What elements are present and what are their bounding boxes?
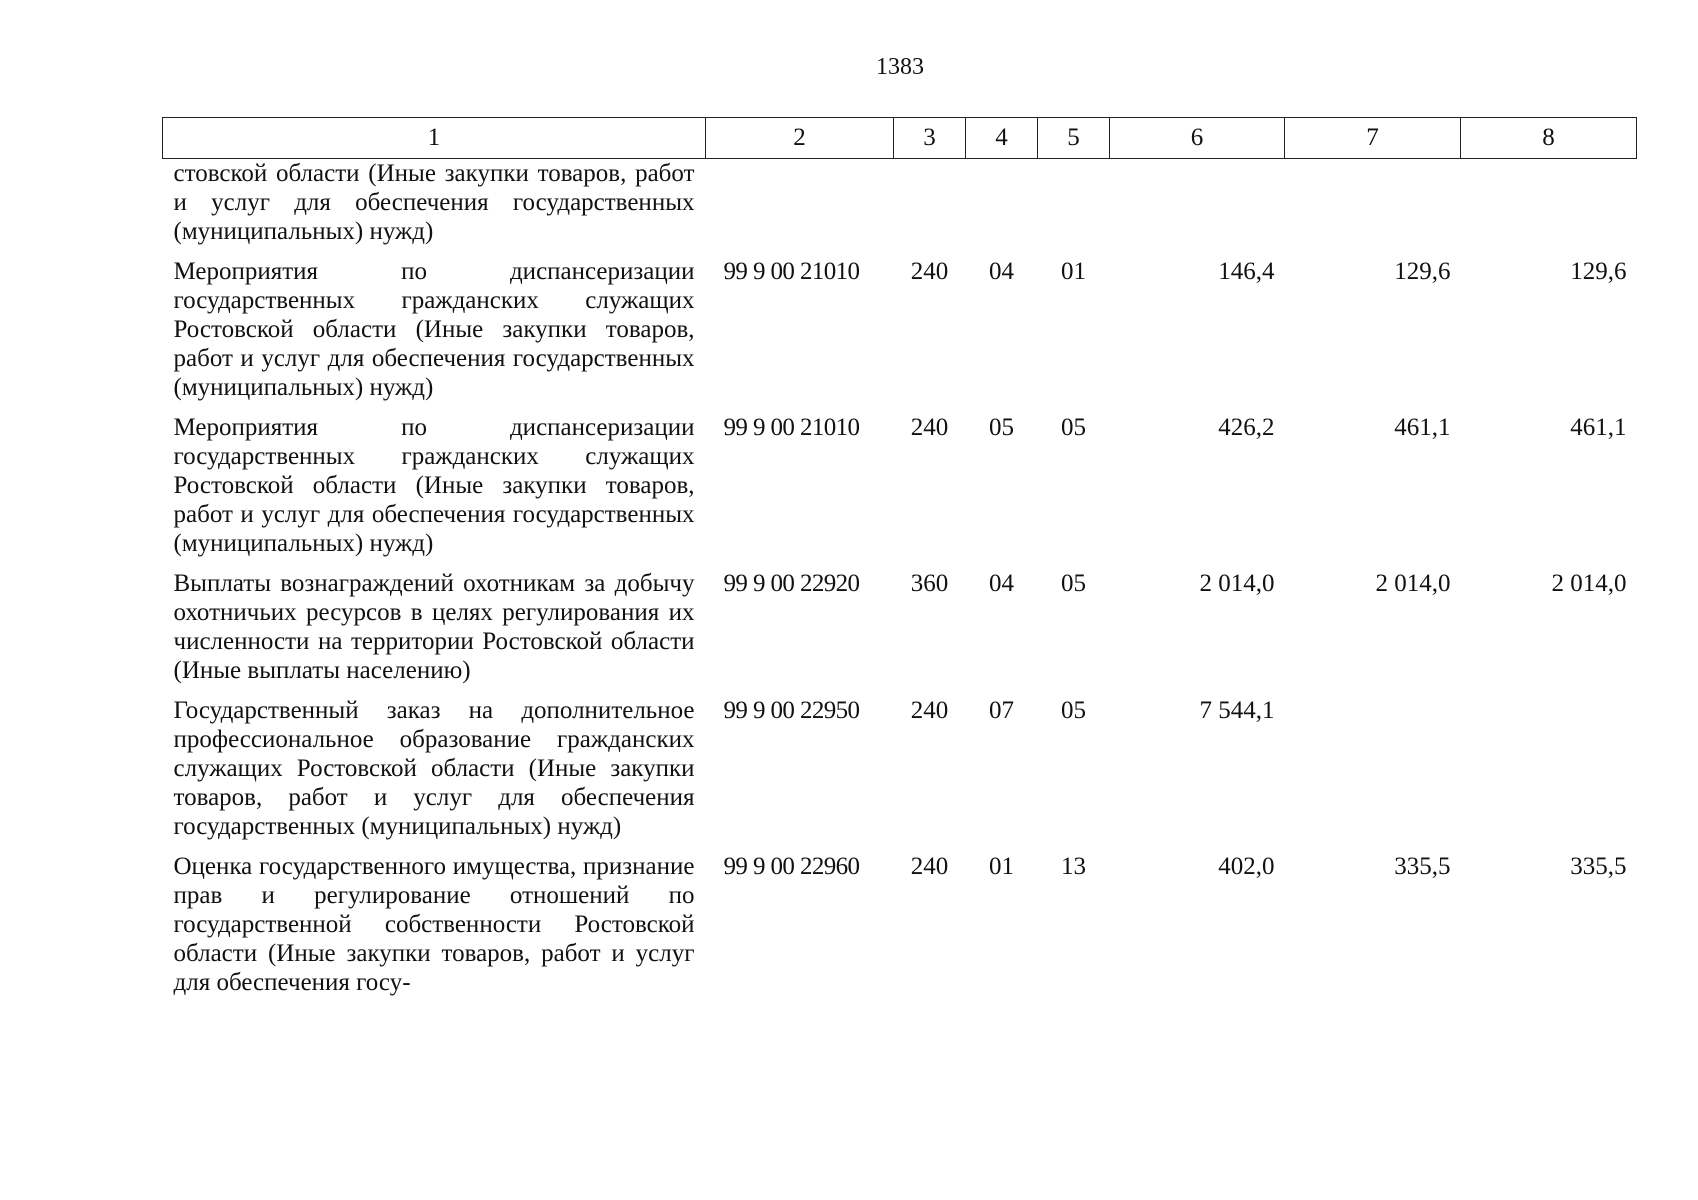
row-col-4: 04	[989, 258, 1014, 285]
row-col-3	[894, 159, 966, 258]
row-col-8: 461,1	[1570, 414, 1627, 441]
row-col-6: 426,2	[1218, 414, 1275, 441]
row-col-8	[1461, 159, 1637, 258]
budget-table	[162, 117, 1637, 1008]
row-col-7	[1285, 159, 1461, 258]
row-description: Оценка государственного имущества, признание прав и регулирование отношений по государственной собственности Ростовской области (Иные закупки товаров, работ и услуг для обеспечения госу-	[173, 853, 695, 996]
row-description: Выплаты вознаграждений охотникам за добычу охотничьих ресурсов в целях регулирования их численности на территории Ростовской области (Иные выплаты населению)	[173, 570, 695, 684]
row-description: стовской области (Иные закупки товаров, работ и услуг для обеспечения государственных (муниципальных) нужд)	[173, 160, 695, 245]
table-row	[163, 696, 1637, 852]
row-col-3: 240	[910, 414, 949, 441]
row-col-4: 05	[989, 414, 1014, 441]
row-code: 99 9 00 22950	[723, 697, 860, 724]
row-col-3: 240	[910, 853, 949, 880]
table-row	[163, 569, 1637, 696]
row-code: 99 9 00 22960	[723, 853, 860, 880]
page-number: 1383	[876, 54, 924, 80]
table-row	[163, 257, 1637, 413]
row-col-6: 7 544,1	[1199, 697, 1275, 724]
table-row	[163, 159, 1637, 258]
row-col-4: 07	[989, 697, 1014, 724]
row-col-7: 2 014,0	[1375, 570, 1451, 597]
row-col-7: 335,5	[1394, 853, 1451, 880]
row-col-3: 240	[910, 258, 949, 285]
row-col-5: 05	[1061, 414, 1086, 441]
row-description: Государственный заказ на дополнительное профессиональное образование гражданских служащих Ростовской области (Иные закупки товаров, работ и услуг для обеспечения государственных (муниципальных) нужд)	[173, 697, 695, 840]
row-code: 99 9 00 21010	[723, 414, 860, 441]
header-col-1: 1	[163, 118, 706, 159]
row-col-4: 04	[989, 570, 1014, 597]
row-col-8: 2 014,0	[1551, 570, 1627, 597]
row-code: 99 9 00 22920	[723, 570, 860, 597]
row-col-6: 146,4	[1218, 258, 1275, 285]
row-col-4: 01	[989, 853, 1014, 880]
table-body	[163, 159, 1637, 1009]
row-description: Мероприятия по диспансеризации государственных гражданских служащих Ростовской области (Иные закупки товаров, работ и услуг для обеспечения государственных (муниципальных) нужд)	[173, 258, 695, 401]
row-col-7: 129,6	[1394, 258, 1451, 285]
header-col-6: 6	[1110, 118, 1285, 159]
row-col-5: 05	[1061, 697, 1086, 724]
table-header	[163, 118, 1637, 159]
row-col-6	[1110, 159, 1285, 258]
row-col-6: 2 014,0	[1199, 570, 1275, 597]
row-col-8	[1461, 696, 1637, 852]
header-col-3: 3	[894, 118, 966, 159]
row-description: Мероприятия по диспансеризации государственных гражданских служащих Ростовской области (Иные закупки товаров, работ и услуг для обеспечения государственных (муниципальных) нужд)	[173, 414, 695, 557]
row-col-4	[966, 159, 1038, 258]
header-col-2: 2	[706, 118, 894, 159]
row-col-5: 13	[1061, 853, 1086, 880]
row-col-7: 461,1	[1394, 414, 1451, 441]
row-col-3: 360	[910, 570, 949, 597]
header-col-5: 5	[1038, 118, 1110, 159]
table-row	[163, 413, 1637, 569]
header-col-4: 4	[966, 118, 1038, 159]
table-row	[163, 852, 1637, 1008]
row-col-8: 335,5	[1570, 853, 1627, 880]
header-row	[163, 118, 1637, 159]
header-col-8: 8	[1461, 118, 1637, 159]
row-code	[706, 159, 894, 258]
row-col-6: 402,0	[1218, 853, 1275, 880]
row-col-7	[1285, 696, 1461, 852]
header-col-7: 7	[1285, 118, 1461, 159]
row-col-5: 05	[1061, 570, 1086, 597]
row-col-3: 240	[910, 697, 949, 724]
row-code: 99 9 00 21010	[723, 258, 860, 285]
row-col-5: 01	[1061, 258, 1086, 285]
row-col-8: 129,6	[1570, 258, 1627, 285]
row-col-5	[1038, 159, 1110, 258]
